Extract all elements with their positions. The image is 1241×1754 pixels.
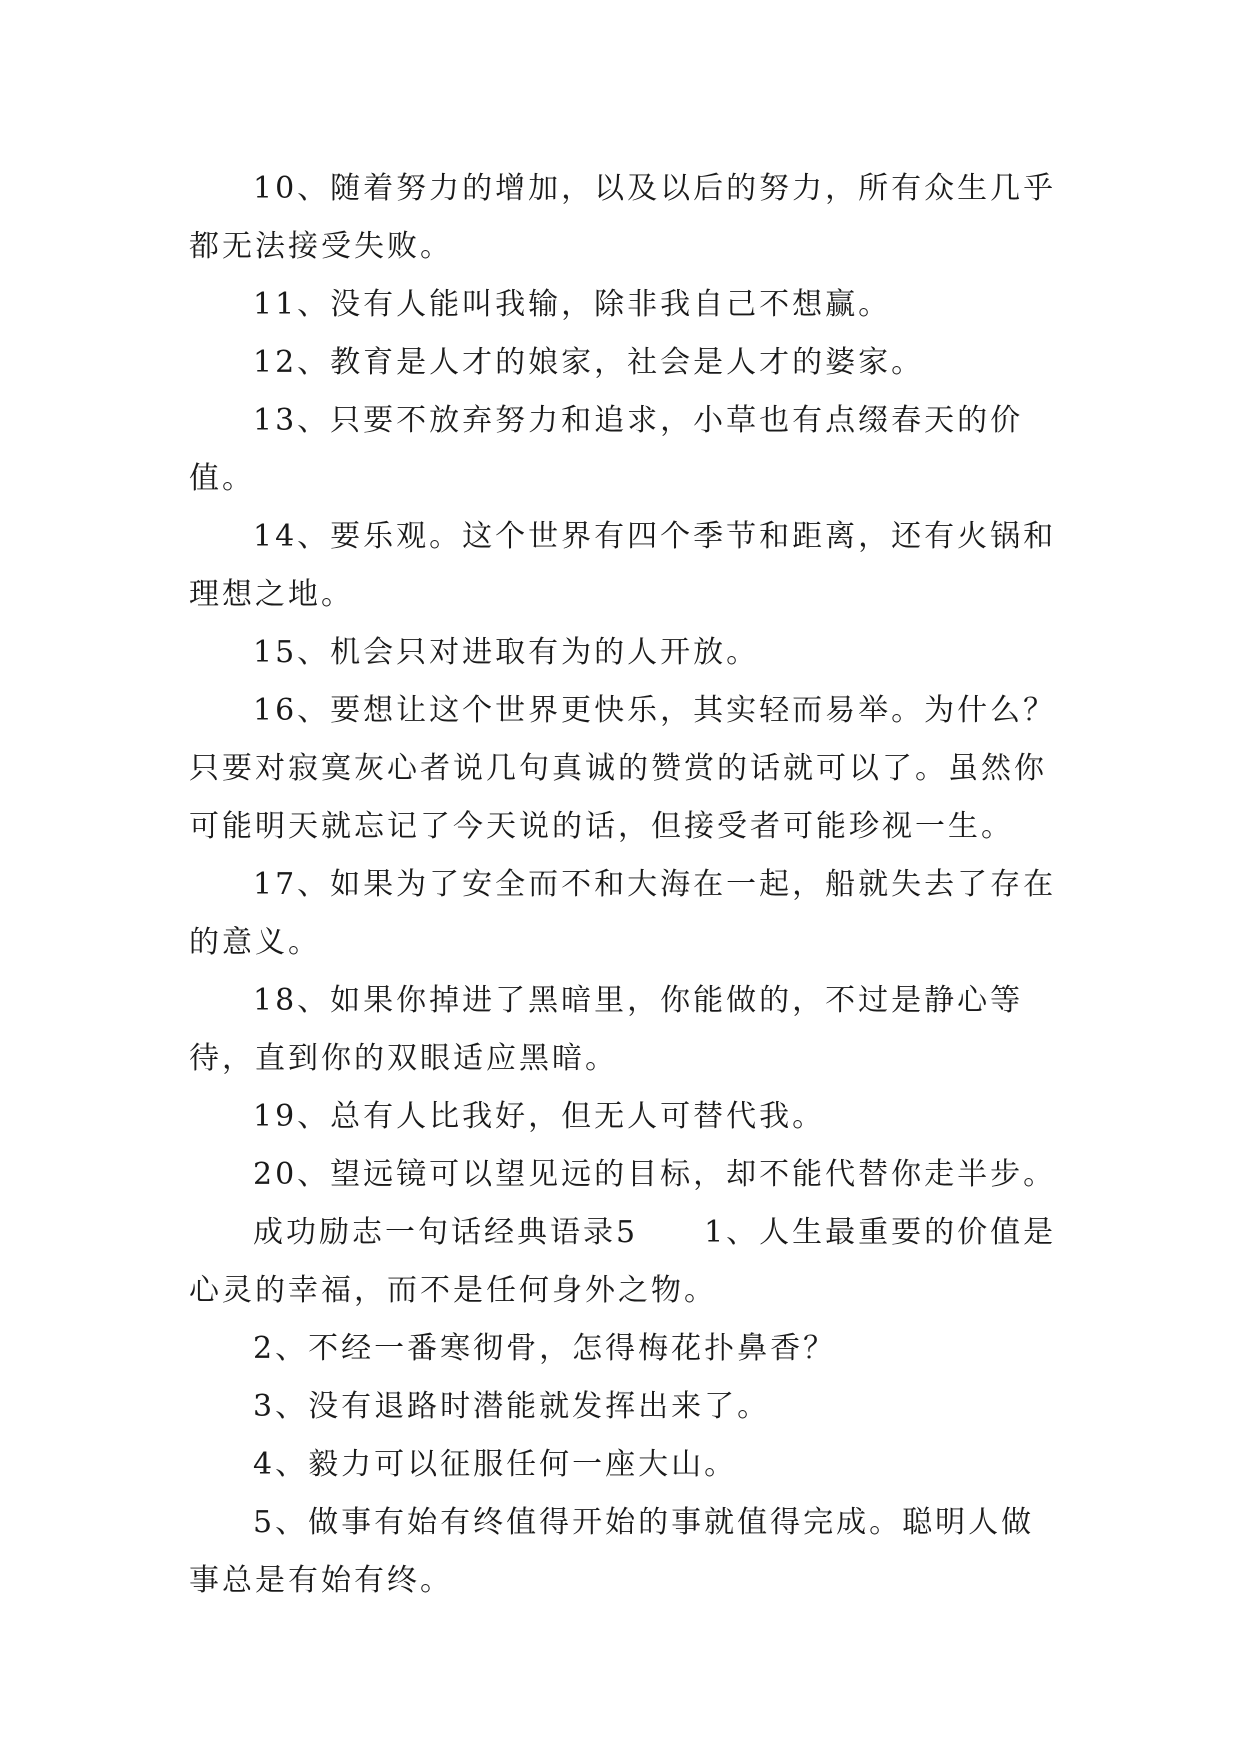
paragraph-2: 2、不经一番寒彻骨，怎得梅花扑鼻香？	[253, 1331, 837, 1366]
document-body	[189, 160, 1059, 1610]
paragraph-13: 13、只要不放弃努力和追求，小草也有点缀春天的价值。	[189, 403, 1024, 496]
paragraph-14: 14、要乐观。这个世界有四个季节和距离，还有火锅和理想之地。	[189, 519, 1057, 612]
paragraph-18: 18、如果你掉进了黑暗里，你能做的，不过是静心等待，直到你的双眼适应黑暗。	[189, 983, 1024, 1076]
paragraph-12: 12、教育是人才的娘家，社会是人才的婆家。	[253, 345, 925, 380]
paragraph-3: 3、没有退路时潜能就发挥出来了。	[253, 1389, 771, 1424]
paragraph-19: 19、总有人比我好，但无人可替代我。	[253, 1099, 826, 1134]
paragraph-5: 5、做事有始有终值得开始的事就值得完成。聪明人做事总是有始有终。	[189, 1505, 1035, 1598]
paragraph-10: 10、随着努力的增加，以及以后的努力，所有众生几乎都无法接受失败。	[189, 171, 1057, 264]
paragraph-11: 11、没有人能叫我输，除非我自己不想赢。	[253, 287, 892, 322]
paragraph-16: 16、要想让这个世界更快乐，其实轻而易举。为什么？只要对寂寞灰心者说几句真诚的赞赏的话就可以了。虽然你可能明天就忘记了今天说的话，但接受者可能珍视一生。	[189, 693, 1057, 844]
paragraph-20: 20、望远镜可以望见远的目标，却不能代替你走半步。	[253, 1157, 1057, 1192]
section-heading-paragraph: 成功励志一句话经典语录5 1、人生最重要的价值是心灵的幸福，而不是任何身外之物。	[189, 1215, 1057, 1308]
paragraph-15: 15、机会只对进取有为的人开放。	[253, 635, 760, 670]
paragraph-4: 4、毅力可以征服任何一座大山。	[253, 1447, 738, 1482]
paragraph-17: 17、如果为了安全而不和大海在一起，船就失去了存在的意义。	[189, 867, 1057, 960]
